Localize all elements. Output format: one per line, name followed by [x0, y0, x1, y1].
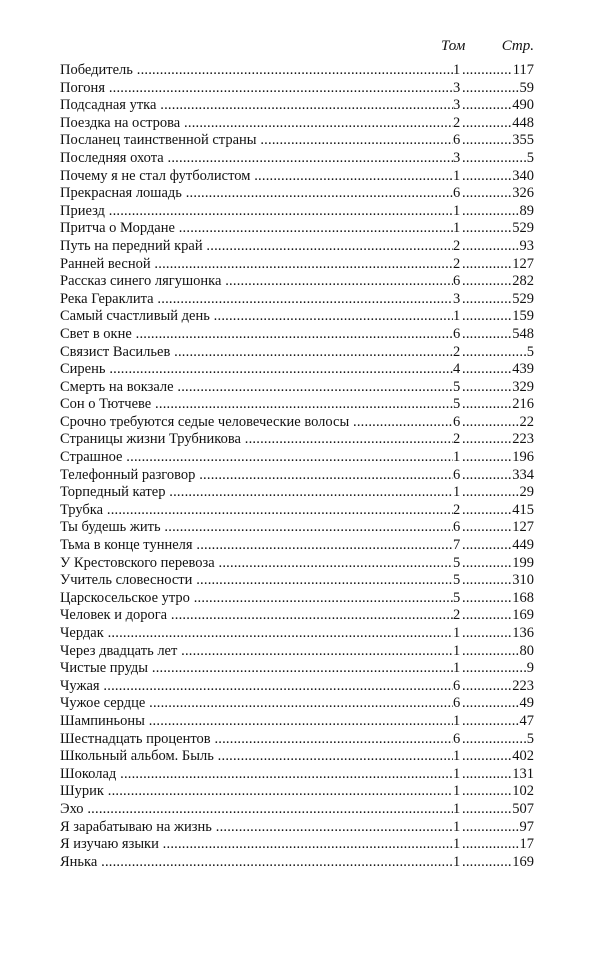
- entry-page: ..... 102: [512, 783, 534, 800]
- index-entry: [60, 132, 534, 150]
- leader-dots: [462, 854, 534, 872]
- entry-title: Шурик .....: [60, 783, 453, 801]
- entry-page: ..... 47: [519, 712, 534, 729]
- entry-title: Ранней весной .....: [60, 256, 453, 274]
- index-entry: [60, 80, 534, 98]
- leader-dots: [462, 660, 534, 678]
- index-entry: [60, 273, 534, 291]
- entry-page: ..... 5: [526, 149, 534, 166]
- index-entry: [60, 220, 534, 238]
- entry-page: ..... 310: [512, 572, 534, 589]
- entry-title: Чердак .....: [60, 625, 453, 643]
- index-entry: [60, 396, 534, 414]
- leader-dots: [462, 766, 534, 784]
- index-entry: [60, 502, 534, 520]
- entry-title: Шампиньоны .....: [60, 713, 453, 731]
- entry-page: ..... 548: [512, 325, 534, 342]
- entry-volume: 2: [453, 343, 461, 360]
- entry-volume: 6: [453, 730, 461, 747]
- entry-page: ..... 59: [519, 79, 534, 96]
- leader-dots: [462, 150, 534, 168]
- entry-title: Чистые пруды .....: [60, 660, 453, 678]
- entry-page: ..... 340: [512, 167, 534, 184]
- entry-page: ..... 80: [519, 642, 534, 659]
- volume-column-label: Том: [441, 38, 466, 54]
- entry-volume: 2: [453, 431, 461, 448]
- leader-dots: [462, 484, 534, 502]
- leader-dots: [462, 379, 534, 397]
- entry-volume: 6: [453, 325, 461, 342]
- entry-volume: 6: [453, 695, 461, 712]
- index-entry: [60, 836, 534, 854]
- index-entry: [60, 695, 534, 713]
- index-entry: [60, 766, 534, 784]
- leader-dots: [462, 502, 534, 520]
- entry-title: Человек и дорога .....: [60, 607, 453, 625]
- entry-volume: 6: [453, 273, 461, 290]
- index-entry: [60, 308, 534, 326]
- leader-dots: [462, 519, 534, 537]
- entry-title: Я изучаю языки .....: [60, 836, 453, 854]
- index-entry: [60, 431, 534, 449]
- leader-dots: [462, 467, 534, 485]
- leader-dots: [462, 238, 534, 256]
- leader-dots: [462, 431, 534, 449]
- entry-page: ..... 127: [512, 519, 534, 536]
- leader-dots: [462, 555, 534, 573]
- entry-title: Погоня .....: [60, 80, 453, 98]
- entry-title: Учитель словесности .....: [60, 572, 453, 590]
- entry-volume: 1: [453, 167, 461, 184]
- entry-page: ..... 529: [512, 290, 534, 307]
- entry-volume: 1: [453, 836, 461, 853]
- entry-page: ..... 97: [519, 818, 534, 835]
- entry-page: ..... 127: [512, 255, 534, 272]
- entry-page: ..... 136: [512, 625, 534, 641]
- index-entry: [60, 238, 534, 256]
- entry-volume: 2: [453, 255, 461, 272]
- entry-title: Путь на передний край .....: [60, 238, 453, 256]
- entry-title: Река Гераклита .....: [60, 291, 453, 309]
- leader-dots: [462, 449, 534, 467]
- index-entry: [60, 801, 534, 819]
- index-entry: [60, 361, 534, 379]
- leader-dots: [462, 801, 534, 819]
- index-entry: [60, 572, 534, 590]
- leader-dots: [462, 537, 534, 555]
- entry-page: ..... 5: [526, 343, 534, 360]
- leader-dots: [462, 361, 534, 379]
- entry-page: ..... 22: [519, 413, 534, 430]
- entry-volume: 5: [453, 554, 461, 571]
- index-entry: [60, 643, 534, 661]
- entry-page: ..... 448: [512, 114, 534, 131]
- entry-volume: 1: [453, 449, 461, 466]
- index-entry: [60, 607, 534, 625]
- entry-page: ..... 199: [512, 554, 534, 571]
- entry-page: ..... 216: [512, 396, 534, 413]
- leader-dots: [462, 203, 534, 221]
- index-entry: [60, 150, 534, 168]
- entry-title: Школьный альбом. Быль .....: [60, 748, 453, 766]
- entry-volume: 6: [453, 519, 461, 536]
- entry-page: ..... 196: [512, 449, 534, 466]
- leader-dots: [462, 326, 534, 344]
- entry-page: ..... 223: [512, 431, 534, 448]
- entry-volume: 1: [453, 800, 461, 817]
- entry-title: Торпедный катер .....: [60, 484, 453, 502]
- index-list: [60, 62, 534, 871]
- entry-page: ..... 49: [519, 695, 534, 712]
- entry-page: ..... 439: [512, 361, 534, 378]
- index-entry: [60, 168, 534, 186]
- entry-page: ..... 415: [512, 501, 534, 518]
- entry-page: ..... 9: [526, 660, 534, 677]
- entry-title: Подсадная утка .....: [60, 97, 453, 115]
- entry-page: ..... 159: [512, 308, 534, 325]
- entry-page: ..... 490: [512, 97, 534, 114]
- entry-volume: 3: [453, 97, 461, 114]
- leader-dots: [462, 731, 534, 749]
- entry-page: ..... 5: [526, 730, 534, 747]
- entry-volume: 2: [453, 501, 461, 518]
- entry-page: ..... 402: [512, 748, 534, 765]
- leader-dots: [462, 62, 534, 80]
- entry-page: ..... 529: [512, 220, 534, 237]
- index-entry: [60, 731, 534, 749]
- entry-page: ..... 131: [512, 765, 534, 782]
- leader-dots: [462, 115, 534, 133]
- entry-title: Посланец таинственной страны .....: [60, 132, 453, 150]
- entry-volume: 1: [453, 853, 461, 870]
- index-entry: [60, 819, 534, 837]
- leader-dots: [462, 291, 534, 309]
- entry-volume: 5: [453, 378, 461, 395]
- leader-dots: [462, 396, 534, 414]
- leader-dots: [462, 783, 534, 801]
- index-entry: [60, 62, 534, 80]
- leader-dots: [462, 748, 534, 766]
- leader-dots: [462, 836, 534, 854]
- entry-volume: 1: [453, 660, 461, 677]
- index-entry: [60, 203, 534, 221]
- index-entry: [60, 555, 534, 573]
- entry-title: Через двадцать лет .....: [60, 643, 453, 661]
- index-entry: [60, 449, 534, 467]
- entry-title: Свет в окне .....: [60, 326, 453, 344]
- entry-title: Самый счастливый день .....: [60, 308, 453, 326]
- index-entry: [60, 344, 534, 362]
- entry-page: ..... 169: [512, 853, 534, 870]
- entry-volume: 6: [453, 132, 461, 149]
- entry-volume: 3: [453, 290, 461, 307]
- index-entry: [60, 256, 534, 274]
- entry-title: Страшное .....: [60, 449, 453, 467]
- entry-title: Срочно требуются седые человеческие волосы .....: [60, 414, 453, 432]
- index-entry: [60, 748, 534, 766]
- leader-dots: [462, 308, 534, 326]
- leader-dots: [462, 643, 534, 661]
- entry-page: ..... 355: [512, 132, 534, 149]
- leader-dots: [462, 572, 534, 590]
- entry-volume: 1: [453, 484, 461, 501]
- index-entry: [60, 185, 534, 203]
- entry-title: Сон о Тютчеве .....: [60, 396, 453, 414]
- entry-page: ..... 89: [519, 202, 534, 219]
- entry-volume: 4: [453, 361, 461, 378]
- leader-dots: [462, 256, 534, 274]
- column-header: [60, 38, 534, 60]
- entry-volume: 5: [453, 589, 461, 606]
- entry-page: ..... 329: [512, 378, 534, 395]
- entry-title: Чужое сердце .....: [60, 695, 453, 713]
- entry-page: ..... 117: [512, 62, 534, 78]
- entry-title: У Крестовского перевоза .....: [60, 555, 453, 573]
- entry-volume: 1: [453, 220, 461, 237]
- entry-volume: 1: [453, 62, 461, 78]
- entry-title: Царскосельское утро .....: [60, 590, 453, 608]
- leader-dots: [462, 607, 534, 625]
- leader-dots: [462, 590, 534, 608]
- index-entry: [60, 625, 534, 643]
- entry-volume: 1: [453, 783, 461, 800]
- entry-page: ..... 282: [512, 273, 534, 290]
- entry-volume: 6: [453, 677, 461, 694]
- entry-page: ..... 17: [519, 836, 534, 853]
- leader-dots: [462, 132, 534, 150]
- entry-title: Трубка .....: [60, 502, 453, 520]
- entry-volume: 2: [453, 607, 461, 624]
- entry-volume: 1: [453, 765, 461, 782]
- entry-page: ..... 169: [512, 607, 534, 624]
- entry-volume: 1: [453, 818, 461, 835]
- index-entry: [60, 484, 534, 502]
- leader-dots: [462, 344, 534, 362]
- page-column-label: Стр.: [501, 38, 534, 54]
- entry-volume: 3: [453, 79, 461, 96]
- entry-title: Прекрасная лошадь .....: [60, 185, 453, 203]
- entry-volume: 5: [453, 572, 461, 589]
- entry-title: Чужая .....: [60, 678, 453, 696]
- entry-title: Телефонный разговор .....: [60, 467, 453, 485]
- index-entry: [60, 660, 534, 678]
- entry-title: Ты будешь жить .....: [60, 519, 453, 537]
- entry-volume: 2: [453, 237, 461, 254]
- entry-page: ..... 507: [512, 800, 534, 817]
- entry-volume: 7: [453, 537, 461, 554]
- entry-page: ..... 168: [512, 589, 534, 606]
- entry-title: Смерть на вокзале .....: [60, 379, 453, 397]
- leader-dots: [462, 414, 534, 432]
- index-entry: [60, 854, 534, 872]
- entry-title: Связист Васильев .....: [60, 344, 453, 362]
- entry-title: Притча о Мордане .....: [60, 220, 453, 238]
- index-entry: [60, 291, 534, 309]
- leader-dots: [462, 713, 534, 731]
- entry-page: ..... 326: [512, 185, 534, 202]
- entry-title: Приезд .....: [60, 203, 453, 221]
- leader-dots: [462, 625, 534, 643]
- index-entry: [60, 326, 534, 344]
- entry-volume: 1: [453, 625, 461, 641]
- index-entry: [60, 678, 534, 696]
- leader-dots: [462, 220, 534, 238]
- index-entry: [60, 783, 534, 801]
- entry-page: ..... 223: [512, 677, 534, 694]
- entry-volume: 1: [453, 642, 461, 659]
- index-entry: [60, 590, 534, 608]
- entry-title: Я зарабатываю на жизнь .....: [60, 819, 453, 837]
- entry-volume: 6: [453, 185, 461, 202]
- entry-title: Страницы жизни Трубникова .....: [60, 431, 453, 449]
- entry-page: ..... 449: [512, 537, 534, 554]
- entry-volume: 2: [453, 114, 461, 131]
- entry-volume: 1: [453, 712, 461, 729]
- entry-volume: 1: [453, 748, 461, 765]
- index-entry: [60, 115, 534, 133]
- entry-title: Шоколад .....: [60, 766, 453, 784]
- leader-dots: [462, 97, 534, 115]
- entry-volume: 5: [453, 396, 461, 413]
- entry-volume: 1: [453, 308, 461, 325]
- entry-title: Победитель .....: [60, 62, 453, 80]
- index-entry: [60, 519, 534, 537]
- leader-dots: [462, 819, 534, 837]
- entry-volume: 1: [453, 202, 461, 219]
- entry-page: ..... 29: [519, 484, 534, 501]
- entry-title: Эхо .....: [60, 801, 453, 819]
- leader-dots: [462, 185, 534, 203]
- leader-dots: [462, 80, 534, 98]
- entry-page: ..... 334: [512, 466, 534, 483]
- entry-page: ..... 93: [519, 237, 534, 254]
- index-entry: [60, 414, 534, 432]
- index-entry: [60, 713, 534, 731]
- leader-dots: [462, 678, 534, 696]
- entry-title: Тьма в конце туннеля .....: [60, 537, 453, 555]
- entry-title: Последняя охота .....: [60, 150, 453, 168]
- entry-volume: 6: [453, 413, 461, 430]
- entry-title: Почему я не стал футболистом .....: [60, 168, 453, 186]
- entry-title: Янька .....: [60, 854, 453, 872]
- entry-volume: 3: [453, 149, 461, 166]
- index-entry: [60, 537, 534, 555]
- leader-dots: [462, 168, 534, 186]
- entry-volume: 6: [453, 466, 461, 483]
- leader-dots: [462, 695, 534, 713]
- index-entry: [60, 379, 534, 397]
- leader-dots: [462, 273, 534, 291]
- entry-title: Сирень .....: [60, 361, 453, 379]
- entry-title: Шестнадцать процентов .....: [60, 731, 453, 749]
- entry-title: Поездка на острова .....: [60, 115, 453, 133]
- index-entry: [60, 97, 534, 115]
- entry-title: Рассказ синего лягушонка .....: [60, 273, 453, 291]
- index-entry: [60, 467, 534, 485]
